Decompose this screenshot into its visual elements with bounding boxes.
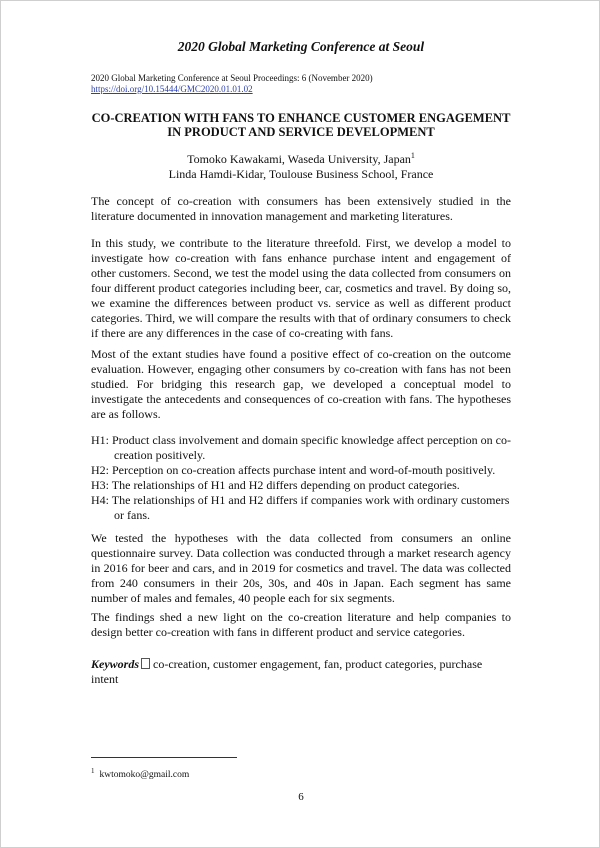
author-2: Linda Hamdi-Kidar, Toulouse Business School, France <box>168 167 434 181</box>
author-block <box>61 152 541 182</box>
page-number: 6 <box>298 791 304 803</box>
hypothesis-h3: H3: The relationships of H1 and H2 differs depending on product categories. <box>91 478 460 492</box>
author-1-text: Tomoko Kawakami, Waseda University, Japan <box>187 152 411 166</box>
footnote-mark: 1 <box>91 767 95 775</box>
missing-glyph-box-icon <box>141 658 150 669</box>
author-1-footnote-mark: 1 <box>410 151 415 160</box>
hypotheses-list <box>91 433 511 523</box>
footnote-email: kwtomoko@gmail.com <box>99 770 190 780</box>
paragraph-contribution: In this study, we contribute to the literature threefold. First, we develop a model to investigate how co-creation with fans enhance purchase intent and engagement of other customers. Second, we test the model using the data collected from consumers on four different product categories including beer, car, cosmetics and travel. By doing so, we examine the differences between product vs. service as well as different product categories. Third, we will compare the results with that of ordinary consumers to check if there are any differences in the case of co-creating with fans. <box>91 236 511 340</box>
title-line-2: IN PRODUCT AND SERVICE DEVELOPMENT <box>167 125 435 139</box>
running-title: 2020 Global Marketing Conference at Seoul <box>177 39 425 54</box>
proceedings-info <box>91 73 373 95</box>
keywords-label: Keywords <box>91 657 139 671</box>
paragraph-intro: The concept of co-creation with consumers has been extensively studied in the literature documented in innovation management and marketing literatures. <box>91 194 511 223</box>
paragraph-findings: The findings shed a new light on the co-creation literature and help companies to design better co-creation with fans in different product and service categories. <box>91 610 511 639</box>
paragraph-method: We tested the hypotheses with the data collected from consumers an online questionnaire survey. Data collection was conducted through a market research agency in 2016 for beer and cars, and in 2019 for cosmetics and travel. The data was collected from 240 consumers in their 20s, 30s, and 40s in Japan. Each segment has same number of males and females, 40 people each for six segments. <box>91 531 511 605</box>
footnote <box>91 765 189 781</box>
hypothesis-h4: H4: The relationships of H1 and H2 differs if companies work with ordinary customers or fans. <box>91 493 510 522</box>
hypothesis-h2: H2: Perception on co-creation affects purchase intent and word-of-mouth positively. <box>91 463 496 477</box>
keywords-text: co-creation, customer engagement, fan, product categories, purchase intent <box>91 657 483 686</box>
keywords-line <box>91 657 511 687</box>
title-line-1: CO-CREATION WITH FANS TO ENHANCE CUSTOMER ENGAGEMENT <box>91 111 511 125</box>
paper-title <box>61 111 541 139</box>
hypothesis-h1: H1: Product class involvement and domain specific knowledge affect perception on co-creation positively. <box>91 433 511 462</box>
doi-link[interactable]: https://doi.org/10.15444/GMC2020.01.01.02 <box>91 84 253 94</box>
author-1 <box>61 152 541 167</box>
footnote-separator <box>91 757 237 758</box>
proceedings-citation: 2020 Global Marketing Conference at Seoul Proceedings: 6 (November 2020) <box>91 73 373 83</box>
paragraph-research-gap: Most of the extant studies have found a positive effect of co-creation on the outcome evaluation. However, engaging other consumers by co-creation with fans has not been studied. For bridging this research gap, we developed a conceptual model to investigate the antecedents and consequences of co-creation with fans. The hypotheses are as follows. <box>91 347 511 421</box>
